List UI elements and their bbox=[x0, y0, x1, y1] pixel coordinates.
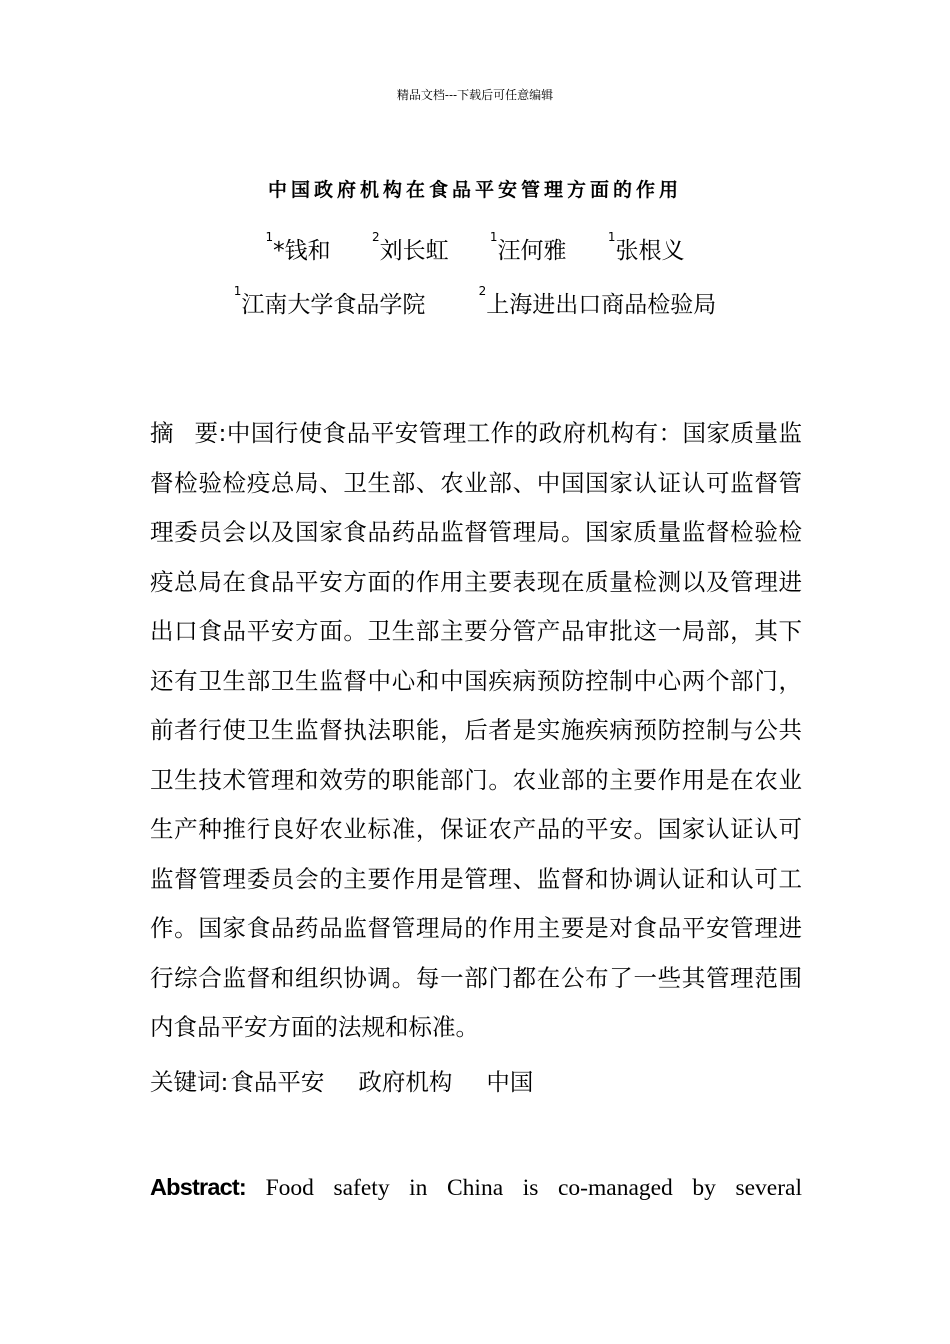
keyword: 食品平安 bbox=[230, 1068, 325, 1096]
abstract-english-label: Abstract: bbox=[150, 1174, 246, 1200]
header-note: 精品文档---下载后可任意编辑 bbox=[396, 88, 554, 102]
affiliation-list bbox=[0, 286, 950, 319]
affiliation bbox=[479, 286, 717, 319]
abstract-body: 中国行使食品平安管理工作的政府机构有：国家质量监督检验检疫总局、卫生部、农业部、中国国家认证认可监督管理委员会以及国家食品药品监督管理局。国家质量监督检验检疫总局在食品平安方面的作用主要表现在质量检测以及管理进出口食品平安方面。卫生部主要分管产品审批这一局部，其下还有卫生部卫生监督中心和中国疾病预防控制中心两个部门，前者行使卫生监督执法职能，后者是实施疾病预防控制与公共卫生技术管理和效劳的职能部门。农业部的主要作用是在农业生产种推行良好农业标准，保证农产品的平安。国家认证认可监督管理委员会的主要作用是管理、监督和协调认证和认可工作。国家食品药品监督管理局的作用主要是对食品平安管理进行综合监督和组织协调。每一部门都在公布了一些其管理范围内食品平安方面的法规和标准。 bbox=[150, 419, 802, 1041]
abstract-label-b: 要: bbox=[193, 419, 227, 447]
abstract-chinese bbox=[150, 409, 802, 1053]
paper-title: 中国政府机构在食品平安管理方面的作用 bbox=[267, 179, 682, 201]
affiliation-superscript: 2 bbox=[478, 284, 487, 298]
author-name: 张根义 bbox=[615, 238, 685, 264]
author-list bbox=[0, 232, 950, 265]
author-superscript: 1 bbox=[265, 230, 274, 244]
keywords-line bbox=[150, 1065, 802, 1099]
author bbox=[490, 232, 567, 265]
author bbox=[372, 232, 449, 265]
affiliation-superscript: 1 bbox=[233, 284, 242, 298]
author-superscript: 1 bbox=[489, 230, 498, 244]
author bbox=[608, 232, 685, 265]
keyword: 政府机构 bbox=[358, 1068, 453, 1096]
author-name: 汪何雅 bbox=[497, 238, 567, 264]
affiliation-name: 江南大学食品学院 bbox=[241, 292, 426, 318]
author-name: *钱和 bbox=[273, 238, 331, 264]
affiliation-name: 上海进出口商品检验局 bbox=[486, 292, 717, 318]
affiliation bbox=[234, 286, 426, 319]
author bbox=[266, 232, 331, 265]
author-name: 刘长虹 bbox=[379, 238, 449, 264]
author-superscript: 2 bbox=[371, 230, 380, 244]
author-superscript: 1 bbox=[607, 230, 616, 244]
abstract-label-a: 摘 bbox=[150, 419, 174, 447]
abstract-english bbox=[150, 1170, 802, 1205]
keyword: 中国 bbox=[486, 1068, 534, 1096]
abstract-label bbox=[150, 419, 226, 447]
keywords-label: 关键词: bbox=[150, 1068, 229, 1096]
abstract-english-body: Food safety in China is co-managed by several bbox=[265, 1175, 803, 1201]
